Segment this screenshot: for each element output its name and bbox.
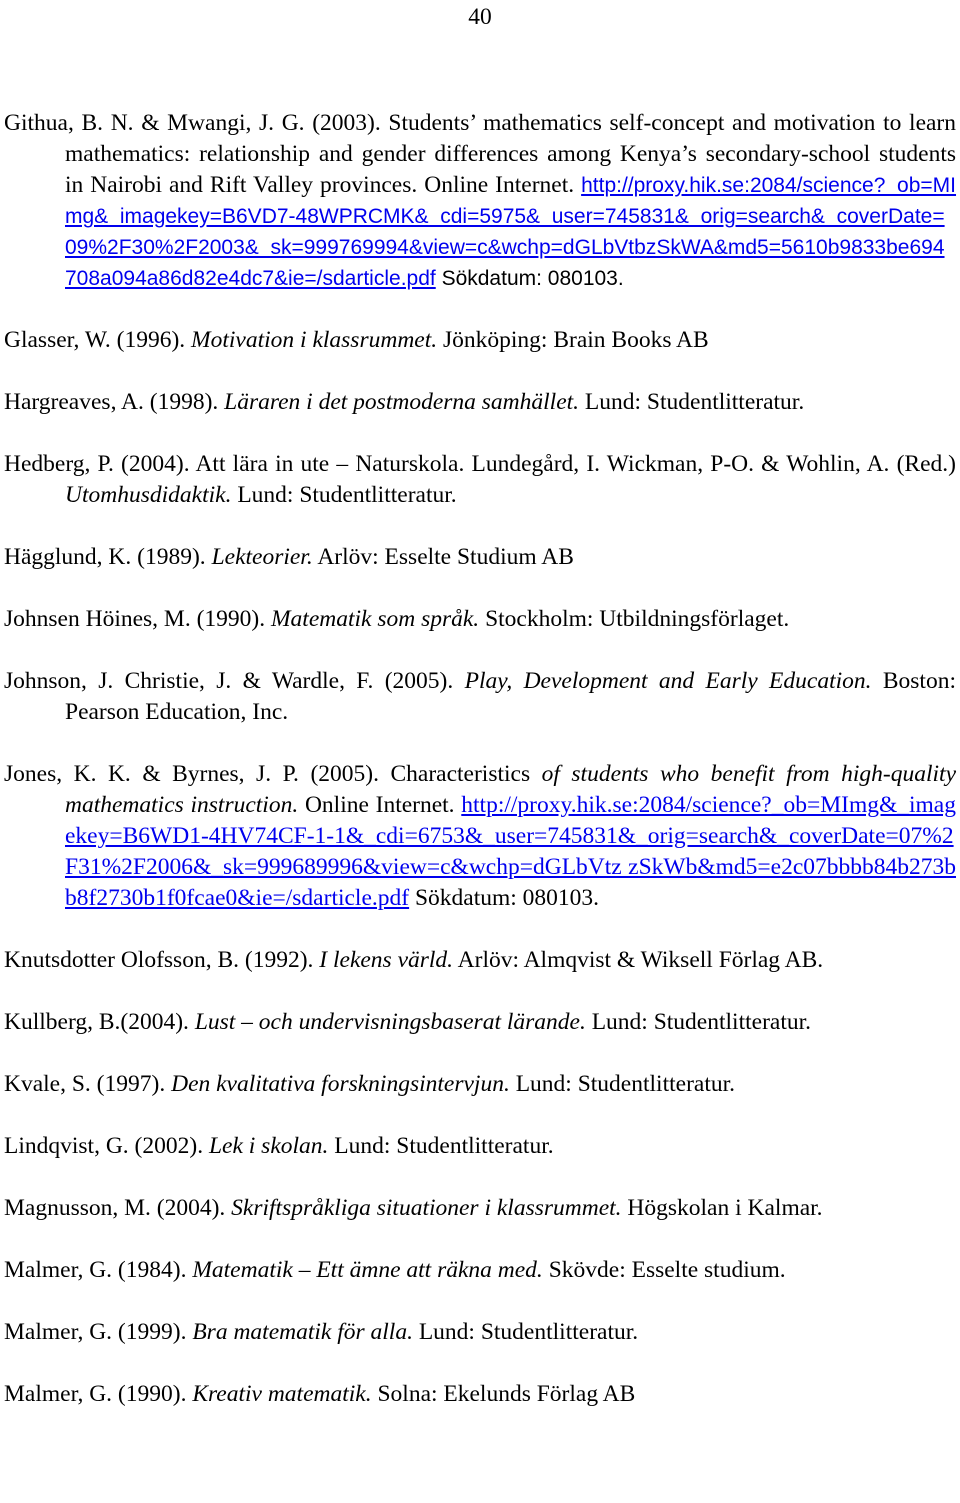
reference-publisher: Boston: Pearson Education, Inc. <box>65 668 956 725</box>
reference-item <box>4 542 956 573</box>
reference-item <box>4 1379 956 1410</box>
reference-title: Skriftspråkliga situationer i klassrummet. <box>231 1195 622 1221</box>
reference-publisher: Arlöv: Almqvist & Wiksell Förlag AB. <box>453 947 824 973</box>
reference-authors: Johnsen Höines, M. (1990). <box>4 606 271 632</box>
reference-title: Lekteorier. <box>211 544 313 570</box>
reference-publisher: Lund: Studentlitteratur. <box>231 482 457 508</box>
reference-item <box>4 1317 956 1348</box>
reference-authors: Jones, K. K. & Byrnes, J. P. (2005). Characteristics <box>4 761 542 787</box>
reference-authors: Malmer, G. (1990). <box>4 1381 193 1407</box>
reference-authors: Lindqvist, G. (2002). <box>4 1133 209 1159</box>
reference-authors: Githua, B. N. & Mwangi, J. G. (2003). <box>4 110 389 136</box>
reference-item <box>4 1131 956 1162</box>
reference-item <box>4 1193 956 1224</box>
reference-item <box>4 759 956 914</box>
reference-online: Online Internet. <box>298 792 462 818</box>
reference-item <box>4 1069 956 1100</box>
reference-authors: Hägglund, K. (1989). <box>4 544 212 570</box>
reference-title: Motivation i klassrummet. <box>191 327 438 353</box>
reference-authors: Johnson, J. Christie, J. & Wardle, F. (2005). <box>4 668 465 694</box>
reference-title: Läraren i det postmoderna samhället. <box>224 389 580 415</box>
reference-title: I lekens värld. <box>319 947 454 973</box>
reference-publisher: Lund: Studentlitteratur. <box>328 1133 554 1159</box>
reference-title: of students who benefit from high-quality mathematics instruction. <box>65 761 956 818</box>
reference-authors: Magnusson, M. (2004). <box>4 1195 232 1221</box>
reference-title: Bra matematik för alla. <box>192 1319 413 1345</box>
reference-list <box>4 108 956 1410</box>
reference-authors: Malmer, G. (1984). <box>4 1257 193 1283</box>
reference-publisher: Lund: Studentlitteratur. <box>509 1071 736 1097</box>
reference-publisher: Lund: Studentlitteratur. <box>412 1319 639 1345</box>
reference-title: Students’ mathematics self-concept and motivation to learn mathematics: relationship and gender differences among Kenya’s secondary-school students in Nairobi and Rift Valley provinces. Online Internet. <box>65 110 957 198</box>
reference-publisher: Lund: Studentlitteratur. <box>579 389 805 415</box>
reference-publisher: Stockholm: Utbildningsförlaget. <box>479 606 790 632</box>
reference-authors: Hargreaves, A. (1998). <box>4 389 225 415</box>
reference-title: Den kvalitativa forskningsintervjun. <box>171 1071 510 1097</box>
reference-item <box>4 449 956 511</box>
reference-url-link[interactable]: http://proxy.hik.se:2084/science?_ob=MImg&_imagekey=B6WD1-4HV74CF-1-1&_cdi=6753&_user=745831&_orig=search&_coverDate=07%2F31%2F2006&_sk=999689996&view=c&wchp=dGLbVtz zSkWb&md5=e2c07bbbb84b273bb8f2730b1f0fcae0&ie=/sdarticle.pdf <box>65 792 956 911</box>
reference-publisher: Högskolan i Kalmar. <box>621 1195 823 1221</box>
reference-authors: Malmer, G. (1999). <box>4 1319 193 1345</box>
reference-title: Lek i skolan. <box>208 1133 329 1159</box>
reference-item <box>4 945 956 976</box>
reference-title: Play, Development and Early Education. <box>464 668 872 694</box>
reference-search-date: Sökdatum: 080103. <box>435 267 624 290</box>
reference-authors: Knutsdotter Olofsson, B. (1992). <box>4 947 320 973</box>
reference-title: Kreativ matematik. <box>192 1381 372 1407</box>
reference-authors: Glasser, W. (1996). <box>4 327 192 353</box>
reference-publisher: Skövde: Esselte studium. <box>542 1257 786 1283</box>
reference-search-date: Sökdatum: 080103. <box>409 885 600 911</box>
reference-url-link[interactable]: http://proxy.hik.se:2084/science?_ob=MImg&_imagekey=B6VD7-48WPRCMK&_cdi=5975&_user=745831&_orig=search&_coverDate=09%2F30%2F2003&_sk=999769994&view=c&wchp=dGLbVtbzSkWA&md5=5610b9833be694708a094a86d82e4dc7&ie=/sdarticle.pdf <box>65 174 957 290</box>
reference-item <box>4 604 956 635</box>
reference-item <box>4 325 956 356</box>
reference-title: Matematik – Ett ämne att räkna med. <box>192 1257 543 1283</box>
reference-publisher: Lund: Studentlitteratur. <box>585 1009 812 1035</box>
reference-publisher: Jönköping: Brain Books AB <box>437 327 709 353</box>
reference-item <box>4 1007 956 1038</box>
reference-publisher: Arlöv: Esselte Studium AB <box>312 544 574 570</box>
reference-authors: Hedberg, P. (2004). Att lära in ute – Naturskola. Lundegård, I. Wickman, P-O. & Wohlin, A. (Red.) <box>4 451 956 477</box>
reference-title: Utomhusdidaktik. <box>65 482 232 508</box>
reference-item <box>4 1255 956 1286</box>
reference-publisher: Solna: Ekelunds Förlag AB <box>371 1381 636 1407</box>
reference-title: Lust – och undervisningsbaserat lärande. <box>194 1009 586 1035</box>
page-number: 40 <box>468 4 492 30</box>
reference-authors: Kullberg, B.(2004). <box>4 1009 195 1035</box>
reference-title: Matematik som språk. <box>270 606 480 632</box>
reference-authors: Kvale, S. (1997). <box>4 1071 172 1097</box>
reference-item <box>4 387 956 418</box>
reference-item <box>4 108 956 294</box>
reference-item <box>4 666 956 728</box>
